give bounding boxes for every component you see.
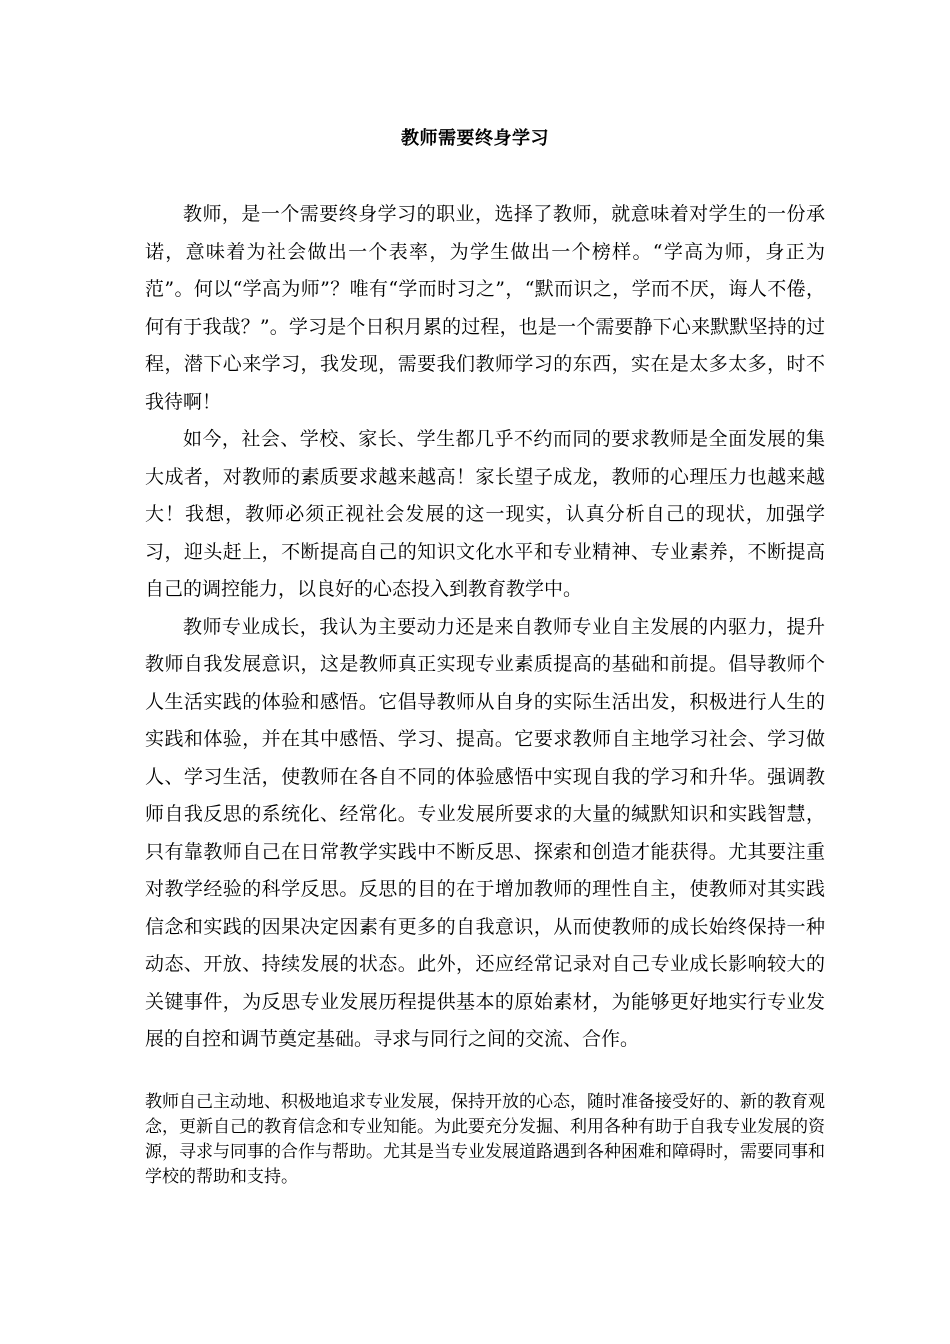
document-body (145, 196, 825, 1059)
document-title: 教师需要终身学习 (401, 128, 549, 149)
paragraph-2: 如今，社会、学校、家长、学生都几乎不约而同的要求教师是全面发展的集大成者，对教师的素质要求越来越高！家长望子成龙，教师的心理压力也越来越大！我想，教师必须正视社会发展的这一现实，认真分析自己的现状，加强学习，迎头赶上，不断提高自己的知识文化水平和专业精神、专业素养，不断提高自己的调控能力，以良好的心态投入到教育教学中。 (145, 428, 825, 600)
paragraph-1: 教师，是一个需要终身学习的职业，选择了教师，就意味着对学生的一份承诺，意味着为社会做出一个表率，为学生做出一个榜样。“学高为师，身正为范”。何以“学高为师”？唯有“学而时习之”，“默而识之，学而不厌，诲人不倦，何有于我哉？”。学习是个日积月累的过程，也是一个需要静下心来默默坚持的过程，潜下心来学习，我发现，需要我们教师学习的东西，实在是太多太多，时不我待啊！ (145, 203, 825, 413)
document-tail (145, 1090, 825, 1190)
paragraph-3: 教师专业成长，我认为主要动力还是来自教师专业自主发展的内驱力，提升教师自我发展意识，这是教师真正实现专业素质提高的基础和前提。倡导教师个人生活实践的体验和感悟。它倡导教师从自身的实际生活出发，积极进行人生的实践和体验，并在其中感悟、学习、提高。它要求教师自主地学习社会、学习做人、学习生活，使教师在各自不同的体验感悟中实现自我的学习和升华。强调教师自我反思的系统化、经常化。专业发展所要求的大量的缄默知识和实践智慧，只有靠教师自己在日常教学实践中不断反思、探索和创造才能获得。尤其要注重对教学经验的科学反思。反思的目的在于增加教师的理性自主，使教师对其实践信念和实践的因果决定因素有更多的自我意识，从而使教师的成长始终保持一种动态、开放、持续发展的状态。此外，还应经常记录对自己专业成长影响较大的关键事件，为反思专业发展历程提供基本的原始素材，为能够更好地实行专业发展的自控和调节奠定基础。寻求与同行之间的交流、合作。 (145, 615, 825, 1050)
tail-paragraph: 教师自己主动地、积极地追求专业发展，保持开放的心态，随时准备接受好的、新的教育观念，更新自己的教育信念和专业知能。为此要充分发掘、利用各种有助于自我专业发展的资源，寻求与同事的合作与帮助。尤其是当专业发展道路遇到各种困难和障碍时，需要同事和学校的帮助和支持。 (145, 1092, 825, 1187)
